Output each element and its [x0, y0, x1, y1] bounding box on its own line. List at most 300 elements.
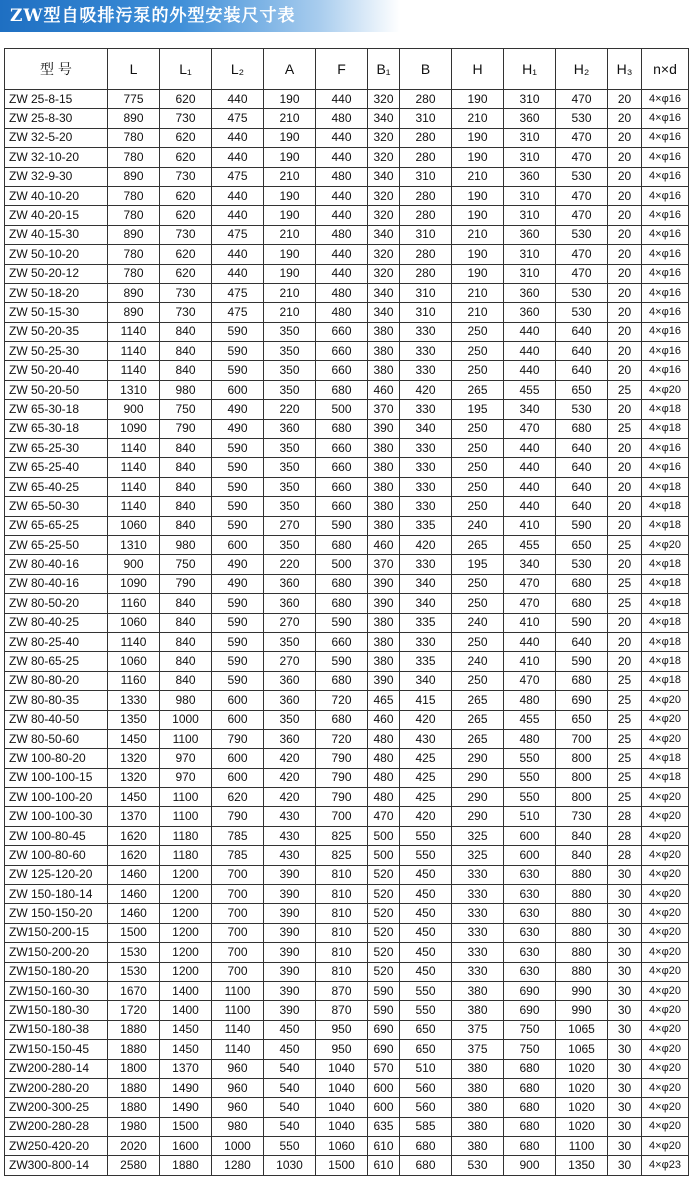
table-row	[5, 1059, 689, 1078]
dimension-cell: 330	[452, 865, 504, 884]
table-row	[5, 807, 689, 826]
dimension-cell: 20	[608, 225, 642, 244]
model-cell: ZW 40-15-30	[5, 225, 108, 244]
model-cell: ZW150-180-30	[5, 1001, 108, 1020]
dimension-cell: 250	[452, 439, 504, 458]
dimension-cell: 680	[504, 1059, 556, 1078]
dimension-cell: 190	[452, 206, 504, 225]
dimension-cell: 520	[368, 904, 400, 923]
dimension-cell: 320	[368, 264, 400, 283]
column-header: F	[316, 49, 368, 90]
dimension-cell: 490	[212, 574, 264, 593]
dimension-cell: 700	[212, 904, 264, 923]
dimension-cell: 470	[504, 574, 556, 593]
dimension-cell: 680	[316, 380, 368, 399]
dimension-cell: 330	[400, 458, 452, 477]
dimension-cell: 1100	[212, 981, 264, 1000]
model-cell: ZW 100-80-60	[5, 846, 108, 865]
table-row	[5, 904, 689, 923]
model-cell: ZW 100-100-15	[5, 768, 108, 787]
dimension-cell: 265	[452, 691, 504, 710]
bolt-spec-cell: 4×φ20	[642, 865, 689, 884]
column-header: 型 号	[5, 49, 108, 90]
dimension-cell: 1800	[108, 1059, 160, 1078]
dimension-cell: 700	[556, 729, 608, 748]
dimension-cell: 190	[264, 245, 316, 264]
dimension-cell: 330	[452, 885, 504, 904]
dimension-cell: 610	[368, 1156, 400, 1175]
dimension-cell: 325	[452, 846, 504, 865]
dimension-cell: 980	[212, 1117, 264, 1136]
dimension-cell: 210	[452, 303, 504, 322]
model-cell: ZW 40-20-15	[5, 206, 108, 225]
dimension-cell: 410	[504, 652, 556, 671]
table-row	[5, 1156, 689, 1175]
bolt-spec-cell: 4×φ20	[642, 904, 689, 923]
dimension-cell: 590	[212, 594, 264, 613]
dimension-cell: 480	[316, 109, 368, 128]
dimension-cell: 1500	[108, 923, 160, 942]
dimension-cell: 780	[108, 148, 160, 167]
dimension-cell: 30	[608, 904, 642, 923]
column-header: A	[264, 49, 316, 90]
dimension-cell: 335	[400, 516, 452, 535]
dimension-cell: 1310	[108, 380, 160, 399]
dimension-cell: 210	[452, 167, 504, 186]
table-row	[5, 1001, 689, 1020]
dimension-cell: 390	[264, 943, 316, 962]
dimension-cell: 210	[264, 109, 316, 128]
dimension-cell: 730	[160, 225, 212, 244]
dimension-cell: 1020	[556, 1098, 608, 1117]
bolt-spec-cell: 4×φ16	[642, 186, 689, 205]
dimension-cell: 840	[160, 361, 212, 380]
table-row	[5, 1040, 689, 1059]
dimension-cell: 25	[608, 768, 642, 787]
dimension-cell: 550	[400, 981, 452, 1000]
dimension-cell: 25	[608, 419, 642, 438]
dimension-cell: 310	[400, 109, 452, 128]
dimension-cell: 425	[400, 788, 452, 807]
dimension-cell: 20	[608, 555, 642, 574]
dimension-cell: 25	[608, 380, 642, 399]
dimension-cell: 475	[212, 167, 264, 186]
dimension-cell: 750	[160, 555, 212, 574]
dimension-cell: 1040	[316, 1098, 368, 1117]
table-row	[5, 943, 689, 962]
dimension-cell: 640	[556, 458, 608, 477]
model-cell: ZW 80-40-25	[5, 613, 108, 632]
dimension-cell: 750	[160, 400, 212, 419]
dimension-cell: 540	[264, 1059, 316, 1078]
dimension-cell: 640	[556, 632, 608, 651]
dimension-cell: 530	[556, 167, 608, 186]
dimension-cell: 590	[316, 652, 368, 671]
dimension-cell: 590	[212, 652, 264, 671]
table-row	[5, 749, 689, 768]
bolt-spec-cell: 4×φ18	[642, 632, 689, 651]
dimension-cell: 690	[556, 691, 608, 710]
dimension-cell: 390	[264, 962, 316, 981]
model-cell: ZW 50-20-40	[5, 361, 108, 380]
dimension-cell: 450	[400, 865, 452, 884]
dimension-cell: 440	[504, 322, 556, 341]
dimension-cell: 540	[264, 1078, 316, 1097]
dimension-cell: 700	[212, 885, 264, 904]
dimension-cell: 280	[400, 128, 452, 147]
dimension-cell: 20	[608, 128, 642, 147]
dimension-cell: 590	[212, 516, 264, 535]
dimension-cell: 20	[608, 652, 642, 671]
dimension-cell: 310	[504, 206, 556, 225]
dimension-cell: 470	[504, 419, 556, 438]
dimension-cell: 420	[400, 710, 452, 729]
dimension-cell: 290	[452, 807, 504, 826]
table-row	[5, 865, 689, 884]
dimension-cell: 20	[608, 322, 642, 341]
model-cell: ZW 100-80-20	[5, 749, 108, 768]
bolt-spec-cell: 4×φ20	[642, 1020, 689, 1039]
dimension-cell: 350	[264, 439, 316, 458]
dimension-cell: 330	[400, 342, 452, 361]
dimension-cell: 20	[608, 109, 642, 128]
dimension-cell: 520	[368, 943, 400, 962]
dimension-cell: 630	[504, 885, 556, 904]
dimension-cell: 190	[452, 128, 504, 147]
dimension-cell: 480	[504, 691, 556, 710]
dimension-cell: 440	[504, 342, 556, 361]
dimension-cell: 780	[108, 245, 160, 264]
dimension-cell: 310	[400, 303, 452, 322]
dimension-cell: 890	[108, 283, 160, 302]
dimension-cell: 650	[556, 535, 608, 554]
table-row	[5, 594, 689, 613]
model-cell: ZW200-300-25	[5, 1098, 108, 1117]
dimension-cell: 1350	[108, 710, 160, 729]
dimension-cell: 1040	[316, 1078, 368, 1097]
dimension-cell: 1090	[108, 574, 160, 593]
dimension-cell: 730	[160, 303, 212, 322]
model-cell: ZW 50-20-12	[5, 264, 108, 283]
dimension-cell: 250	[452, 322, 504, 341]
dimension-cell: 390	[264, 904, 316, 923]
dimension-cell: 1530	[108, 943, 160, 962]
bolt-spec-cell: 4×φ18	[642, 749, 689, 768]
dimension-cell: 440	[504, 458, 556, 477]
dimension-cell: 380	[368, 439, 400, 458]
dimension-cell: 550	[504, 749, 556, 768]
model-cell: ZW 32-10-20	[5, 148, 108, 167]
dimension-cell: 660	[316, 342, 368, 361]
dimension-cell: 330	[400, 322, 452, 341]
dimension-cell: 680	[504, 1137, 556, 1156]
dimension-cell: 30	[608, 1098, 642, 1117]
dimension-cell: 1350	[556, 1156, 608, 1175]
dimension-cell: 190	[452, 245, 504, 264]
dimension-cell: 380	[452, 1001, 504, 1020]
dimension-cell: 790	[160, 574, 212, 593]
dimension-cell: 1500	[160, 1117, 212, 1136]
dimension-cell: 390	[264, 885, 316, 904]
model-cell: ZW 80-80-20	[5, 671, 108, 690]
dimension-cell: 270	[264, 516, 316, 535]
dimension-cell: 20	[608, 400, 642, 419]
dimension-cell: 190	[264, 148, 316, 167]
dimension-cell: 1180	[160, 826, 212, 845]
dimension-cell: 550	[264, 1137, 316, 1156]
column-header: H₂	[556, 49, 608, 90]
dimension-cell: 590	[556, 516, 608, 535]
dimension-cell: 530	[556, 283, 608, 302]
model-cell: ZW 80-50-20	[5, 594, 108, 613]
dimension-cell: 450	[400, 904, 452, 923]
dimension-cell: 890	[108, 225, 160, 244]
dimension-cell: 1040	[316, 1059, 368, 1078]
page-title: ZW型自吸排污泵的外型安装尺寸表	[10, 6, 296, 26]
dimension-cell: 290	[452, 749, 504, 768]
table-row	[5, 613, 689, 632]
bolt-spec-cell: 4×φ20	[642, 1059, 689, 1078]
dimension-cell: 890	[108, 303, 160, 322]
dimension-cell: 890	[108, 109, 160, 128]
dimension-cell: 660	[316, 322, 368, 341]
dimension-cell: 1450	[160, 1040, 212, 1059]
column-header: H	[452, 49, 504, 90]
dimension-cell: 880	[556, 885, 608, 904]
dimension-cell: 720	[316, 729, 368, 748]
dimension-cell: 280	[400, 245, 452, 264]
dimension-cell: 350	[264, 477, 316, 496]
table-row	[5, 109, 689, 128]
dimension-cell: 1490	[160, 1078, 212, 1097]
dimension-cell: 420	[264, 788, 316, 807]
dimension-cell: 350	[264, 535, 316, 554]
dimension-cell: 550	[400, 846, 452, 865]
dimension-cell: 1060	[108, 613, 160, 632]
dimension-cell: 590	[212, 439, 264, 458]
dimension-cell: 1720	[108, 1001, 160, 1020]
dimension-cell: 1030	[264, 1156, 316, 1175]
dimension-cell: 1140	[108, 497, 160, 516]
dimension-cell: 250	[452, 574, 504, 593]
dimension-cell: 350	[264, 458, 316, 477]
dimension-cell: 220	[264, 555, 316, 574]
dimension-cell: 360	[264, 594, 316, 613]
column-header: B	[400, 49, 452, 90]
dimension-cell: 25	[608, 671, 642, 690]
dimension-cell: 1880	[160, 1156, 212, 1175]
bolt-spec-cell: 4×φ16	[642, 342, 689, 361]
dimension-cell: 1160	[108, 594, 160, 613]
dimension-cell: 680	[316, 535, 368, 554]
model-cell: ZW150-200-20	[5, 943, 108, 962]
model-cell: ZW 80-40-16	[5, 555, 108, 574]
dimension-cell: 470	[556, 186, 608, 205]
model-cell: ZW 125-120-20	[5, 865, 108, 884]
dimension-cell: 880	[556, 962, 608, 981]
dimension-cell: 600	[504, 846, 556, 865]
dimension-cell: 20	[608, 613, 642, 632]
model-cell: ZW 80-25-40	[5, 632, 108, 651]
dimension-cell: 380	[452, 1078, 504, 1097]
dimension-cell: 470	[556, 148, 608, 167]
dimension-cell: 440	[504, 439, 556, 458]
dimension-cell: 30	[608, 1156, 642, 1175]
dimension-cell: 960	[212, 1078, 264, 1097]
dimension-cell: 28	[608, 807, 642, 826]
dimension-cell: 880	[556, 923, 608, 942]
dimension-cell: 390	[264, 923, 316, 942]
dimension-cell: 390	[368, 574, 400, 593]
dimension-cell: 590	[212, 477, 264, 496]
dimension-cell: 650	[400, 1020, 452, 1039]
dimension-cell: 340	[504, 400, 556, 419]
dimension-cell: 455	[504, 380, 556, 399]
dimension-cell: 25	[608, 788, 642, 807]
dimension-cell: 250	[452, 419, 504, 438]
dimension-cell: 680	[400, 1137, 452, 1156]
dimension-cell: 700	[212, 962, 264, 981]
dimension-cell: 1320	[108, 768, 160, 787]
dimension-cell: 600	[368, 1078, 400, 1097]
dimension-cell: 350	[264, 497, 316, 516]
dimension-cell: 320	[368, 128, 400, 147]
dimension-cell: 25	[608, 729, 642, 748]
bolt-spec-cell: 4×φ16	[642, 167, 689, 186]
dimension-cell: 440	[504, 361, 556, 380]
bolt-spec-cell: 4×φ18	[642, 555, 689, 574]
dimension-cell: 1450	[108, 788, 160, 807]
dimension-cell: 640	[556, 439, 608, 458]
dimension-cell: 380	[368, 497, 400, 516]
dimension-cell: 980	[160, 691, 212, 710]
dimension-cell: 380	[368, 322, 400, 341]
dimension-cell: 30	[608, 1137, 642, 1156]
dimension-cell: 475	[212, 283, 264, 302]
dimension-cell: 840	[160, 516, 212, 535]
dimension-cell: 20	[608, 148, 642, 167]
dimension-cell: 480	[316, 283, 368, 302]
dimension-cell: 560	[400, 1078, 452, 1097]
dimension-cell: 1450	[108, 729, 160, 748]
dimension-cell: 330	[400, 632, 452, 651]
dimension-cell: 470	[368, 807, 400, 826]
dimension-cell: 310	[400, 225, 452, 244]
dimension-cell: 880	[556, 943, 608, 962]
dimension-cell: 1020	[556, 1078, 608, 1097]
dimension-cell: 25	[608, 710, 642, 729]
table-row	[5, 128, 689, 147]
dimension-cell: 20	[608, 303, 642, 322]
table-row	[5, 439, 689, 458]
dimension-cell: 420	[400, 535, 452, 554]
dimension-cell: 30	[608, 1020, 642, 1039]
table-row	[5, 342, 689, 361]
dimension-cell: 530	[556, 303, 608, 322]
dimension-cell: 380	[368, 361, 400, 380]
dimension-cell: 1400	[160, 981, 212, 1000]
dimension-cell: 1140	[212, 1040, 264, 1059]
dimension-cell: 430	[264, 846, 316, 865]
dimension-cell: 1100	[556, 1137, 608, 1156]
dimension-cell: 360	[264, 729, 316, 748]
bolt-spec-cell: 4×φ18	[642, 671, 689, 690]
dimension-cell: 340	[368, 303, 400, 322]
dimension-cell: 340	[400, 594, 452, 613]
dimension-cell: 30	[608, 943, 642, 962]
table-row	[5, 1117, 689, 1136]
dimension-cell: 600	[212, 535, 264, 554]
dimension-cell: 840	[160, 477, 212, 496]
dimension-cell: 630	[504, 962, 556, 981]
dimension-cell: 390	[368, 419, 400, 438]
dimension-cell: 590	[212, 671, 264, 690]
dimension-cell: 440	[212, 206, 264, 225]
dimension-cell: 870	[316, 1001, 368, 1020]
bolt-spec-cell: 4×φ20	[642, 981, 689, 1000]
dimension-cell: 390	[368, 671, 400, 690]
dimension-cell: 20	[608, 458, 642, 477]
dimension-cell: 840	[556, 826, 608, 845]
table-row	[5, 1137, 689, 1156]
dimension-cell: 430	[400, 729, 452, 748]
dimension-cell: 600	[212, 710, 264, 729]
dimension-cell: 790	[316, 749, 368, 768]
dimension-cell: 600	[504, 826, 556, 845]
dimension-cell: 190	[452, 90, 504, 109]
dimension-cell: 620	[160, 264, 212, 283]
dimension-cell: 30	[608, 1078, 642, 1097]
dimension-cell: 980	[160, 535, 212, 554]
table-row	[5, 729, 689, 748]
dimension-cell: 500	[368, 826, 400, 845]
dimension-cell: 335	[400, 613, 452, 632]
dimension-cell: 590	[556, 613, 608, 632]
dimension-cell: 1020	[556, 1059, 608, 1078]
dimension-cell: 510	[504, 807, 556, 826]
dimension-cell: 640	[556, 477, 608, 496]
dimension-cell: 20	[608, 245, 642, 264]
table-row	[5, 400, 689, 419]
dimension-cell: 900	[504, 1156, 556, 1175]
dimension-cell: 470	[504, 594, 556, 613]
dimension-cell: 660	[316, 632, 368, 651]
table-row	[5, 768, 689, 787]
dimension-cell: 350	[264, 322, 316, 341]
dimension-cell: 900	[108, 555, 160, 574]
model-cell: ZW150-200-15	[5, 923, 108, 942]
table-row	[5, 206, 689, 225]
dimension-cell: 480	[368, 788, 400, 807]
dimension-cell: 530	[556, 555, 608, 574]
dimension-cell: 425	[400, 749, 452, 768]
dimension-cell: 550	[504, 788, 556, 807]
dimension-cell: 1060	[316, 1137, 368, 1156]
dimension-cell: 1060	[108, 516, 160, 535]
dimension-cell: 190	[264, 206, 316, 225]
bolt-spec-cell: 4×φ16	[642, 322, 689, 341]
table-row	[5, 1098, 689, 1117]
dimension-cell: 680	[316, 594, 368, 613]
dimension-cell: 380	[368, 652, 400, 671]
dimension-cell: 450	[400, 885, 452, 904]
dimension-cell: 1140	[108, 458, 160, 477]
dimension-cell: 410	[504, 516, 556, 535]
dimension-cell: 950	[316, 1040, 368, 1059]
bolt-spec-cell: 4×φ20	[642, 846, 689, 865]
model-cell: ZW 65-25-50	[5, 535, 108, 554]
dimension-cell: 250	[452, 594, 504, 613]
